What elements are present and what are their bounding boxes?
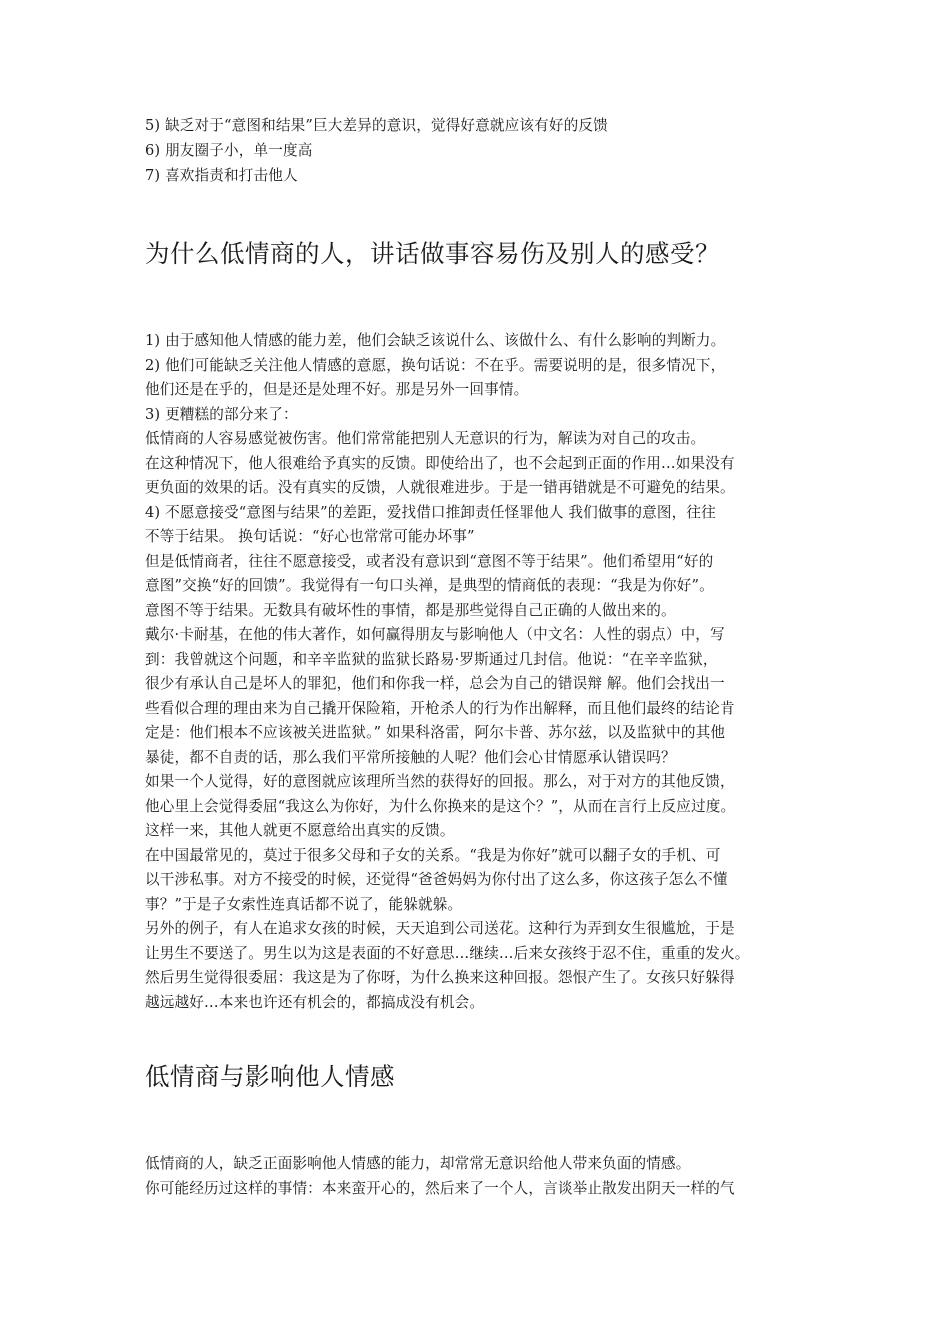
paragraph-line: 暴徒，都不自责的话，那么我们平常所接触的人呢？他们会心甘情愿承认错误吗？ [145,748,676,766]
paragraph-line: 低情商的人，缺乏正面影响他人情感的能力，却常常无意识给他人带来负面的情感。 [145,1155,691,1172]
section-body [145,1152,810,1201]
paragraph-line: 更负面的效果的话。没有真实的反馈，人就很难进步。于是一错再错就是不可避免的结果。 [145,479,735,496]
paragraph-line: 他们还是在乎的，但是还是处理不好。那是另外一回事情。 [145,381,529,398]
paragraph-line: 如果一个人觉得，好的意图就应该理所当然的获得好的回报。那么，对于对方的其他反馈， [145,773,735,790]
paragraph-line: 2) 他们可能缺乏关注他人情感的意愿，换句话说：不在乎。需要说明的是，很多情况下， [145,356,726,374]
paragraph-line: 定是：他们根本不应该被关进监狱。” 如果科洛雷，阿尔卡普、苏尔兹，以及监狱中的其他 [145,724,726,741]
paragraph-line: 很少有承认自己是坏人的罪犯，他们和你我一样，总会为自己的错误辩 解。他们会找出一 [145,675,725,692]
paragraph-line: 意图”交换“好的回馈”。我觉得有一句口头禅，是典型的情商低的表现：“我是为你好”。 [145,577,714,594]
section-heading: 低情商与影响他人情感 [145,1062,395,1091]
paragraph-line: 你可能经历过这样的事情：本来蛮开心的，然后来了一个人，言谈举止散发出阴天一样的气 [145,1179,735,1197]
paragraph-line: 在中国最常见的，莫过于很多父母和子女的关系。“我是为你好”就可以翻子女的手机、可 [145,846,721,864]
paragraph-line: 在这种情况下，他人很难给予真实的反馈。即使给出了，也不会起到正面的作用…如果没有 [145,454,735,472]
paragraph-line: 意图不等于结果。无数具有破坏性的事情，都是那些觉得自己正确的人做出来的。 [145,601,676,619]
paragraph-line: 另外的例子，有人在追求女孩的时候，天天追到公司送花。这种行为弄到女生很尴尬，于是 [145,920,735,937]
paragraph-line: 然后男生觉得很委屈：我这是为了你呀，为什么换来这种回报。怨恨产生了。女孩只好躲得 [145,969,735,986]
paragraph-line: 1) 由于感知他人情感的能力差，他们会缺乏该说什么、该做什么、有什么影响的判断力。 [145,332,726,349]
paragraph-line: 些看似合理的理由来为自己撬开保险箱，开枪杀人的行为作出解释，而且他们最终的结论肯 [145,699,735,717]
paragraph-line: 以干涉私事。对方不接受的时候，还觉得“爸爸妈妈为你付出了这么多，你这孩子怎么不懂 [145,871,728,888]
list-item: 5) 缺乏对于“意图和结果”巨大差异的意识，觉得好意就应该有好的反馈 [145,117,608,134]
document-body [145,113,810,1201]
paragraph-line: 这样一来，其他人就更不愿意给出真实的反馈。 [145,822,455,839]
paragraph-line: 但是低情商者，往往不愿意接受，或者没有意识到“意图不等于结果”。他们希望用“好的 [145,552,714,570]
paragraph-line: 他心里上会觉得委屈“我这么为你好，为什么你换来的是这个？”，从而在言行上反应过度。 [145,797,736,815]
paragraph-line: 事？”于是子女索性连真话都不说了，能躲就躲。 [145,895,463,913]
paragraph-line: 不等于结果。 换句话说：“好心也常常可能办坏事” [145,528,475,545]
paragraph-line: 戴尔·卡耐基，在他的伟大著作，如何赢得朋友与影响他人（中文名：人性的弱点）中，写 [145,626,725,643]
paragraph-line: 让男生不要送了。男生以为这是表面的不好意思…继续…后来女孩终于忍不住，重重的发火。 [145,944,750,962]
section-body [145,329,810,1015]
trait-list [145,113,810,188]
section-heading: 为什么低情商的人，讲话做事容易伤及别人的感受？ [145,239,720,268]
paragraph-line: 越远越好…本来也许还有机会的，都搞成没有机会。 [145,993,485,1011]
list-item: 7) 喜欢指责和打击他人 [145,167,298,184]
list-item: 6) 朋友圈子小，单一度高 [145,142,313,159]
paragraph-line: 4) 不愿意接受“意图与结果”的差距，爱找借口推卸责任怪罪他人 我们做事的意图，往往 [145,503,716,521]
paragraph-line: 3) 更糟糕的部分来了： [145,405,298,423]
paragraph-line: 到：我曾就这个问题，和辛辛监狱的监狱长路易·罗斯通过几封信。他说：“在辛辛监狱， [145,650,718,668]
paragraph-line: 低情商的人容易感觉被伤害。他们常常能把别人无意识的行为，解读为对自己的攻击。 [145,430,706,447]
